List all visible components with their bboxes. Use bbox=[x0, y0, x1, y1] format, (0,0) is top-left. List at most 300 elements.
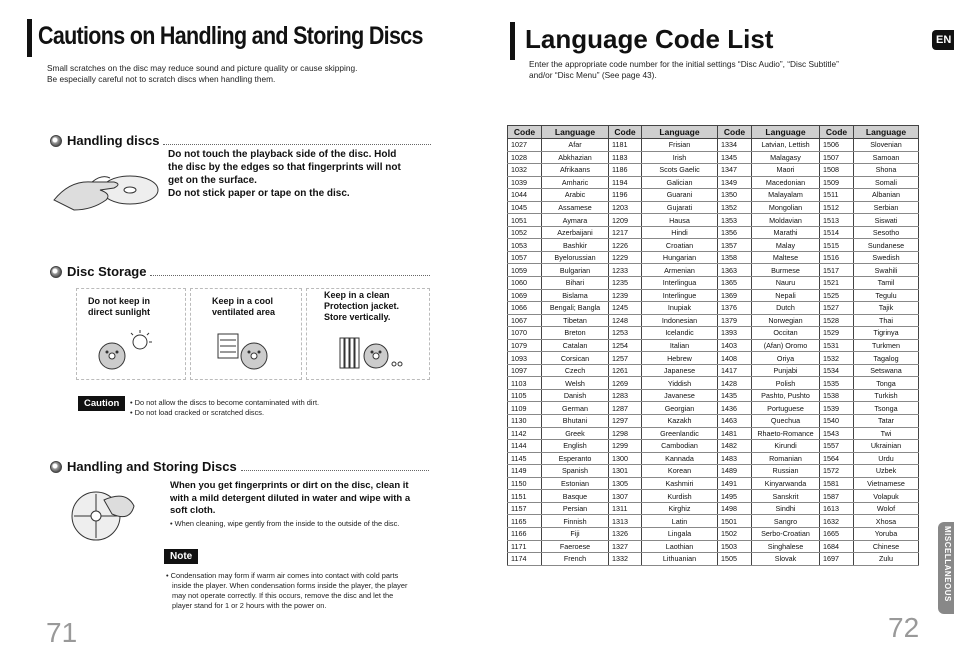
language-cell: Italian bbox=[642, 339, 718, 352]
language-cell: Amharic bbox=[542, 176, 609, 189]
code-cell: 1235 bbox=[609, 277, 642, 290]
language-cell: Quechua bbox=[752, 415, 820, 428]
table-row bbox=[508, 302, 919, 315]
code-cell: 1311 bbox=[609, 502, 642, 515]
language-cell: Tajik bbox=[854, 302, 919, 315]
language-cell: Laothian bbox=[642, 540, 718, 553]
table-row bbox=[508, 214, 919, 227]
title-bar-left bbox=[27, 19, 32, 57]
language-cell: Serbian bbox=[854, 201, 919, 214]
language-cell: Malay bbox=[752, 239, 820, 252]
language-code-table bbox=[507, 125, 919, 566]
code-cell: 1066 bbox=[508, 302, 542, 315]
language-cell: Oriya bbox=[752, 352, 820, 365]
code-cell: 1557 bbox=[820, 440, 854, 453]
code-cell: 1181 bbox=[609, 139, 642, 152]
table-row bbox=[508, 427, 919, 440]
code-cell: 1045 bbox=[508, 201, 542, 214]
language-cell: Aymara bbox=[542, 214, 609, 227]
code-cell: 1684 bbox=[820, 540, 854, 553]
header-language: Language bbox=[854, 126, 919, 139]
table-row bbox=[508, 139, 919, 152]
language-cell: Kashmiri bbox=[642, 477, 718, 490]
side-tab-label: MISCELLANEOUS bbox=[943, 526, 952, 602]
table-row bbox=[508, 289, 919, 302]
language-tab-en: EN bbox=[932, 30, 954, 50]
code-cell: 1356 bbox=[718, 226, 752, 239]
language-cell: Hungarian bbox=[642, 251, 718, 264]
intro-left bbox=[47, 63, 447, 85]
code-cell: 1079 bbox=[508, 339, 542, 352]
header-code: Code bbox=[609, 126, 642, 139]
code-cell: 1334 bbox=[718, 139, 752, 152]
language-cell: Cambodian bbox=[642, 440, 718, 453]
code-cell: 1483 bbox=[718, 452, 752, 465]
text-line: When you get fingerprints or dirt on the disc, clean it bbox=[170, 480, 409, 491]
code-cell: 1489 bbox=[718, 465, 752, 478]
language-cell: Basque bbox=[542, 490, 609, 503]
table-row bbox=[508, 490, 919, 503]
code-cell: 1239 bbox=[609, 289, 642, 302]
code-cell: 1514 bbox=[820, 226, 854, 239]
code-cell: 1254 bbox=[609, 339, 642, 352]
code-cell: 1408 bbox=[718, 352, 752, 365]
code-cell: 1507 bbox=[820, 151, 854, 164]
table-body bbox=[508, 139, 919, 566]
language-cell: Afrikaans bbox=[542, 164, 609, 177]
table-row bbox=[508, 415, 919, 428]
note-line: • Condensation may form if warm air comes into contact with cold parts bbox=[166, 571, 399, 580]
hand-holding-disc-illustration bbox=[52, 160, 162, 215]
language-cell: Byelorussian bbox=[542, 251, 609, 264]
language-cell: Tsonga bbox=[854, 402, 919, 415]
page-title-left: Cautions on Handling and Storing Discs bbox=[38, 22, 423, 50]
code-cell: 1051 bbox=[508, 214, 542, 227]
text-line: the disc by the edges so that fingerprints will not bbox=[168, 162, 401, 173]
code-cell: 1403 bbox=[718, 339, 752, 352]
code-cell: 1564 bbox=[820, 452, 854, 465]
code-cell: 1044 bbox=[508, 189, 542, 202]
code-cell: 1369 bbox=[718, 289, 752, 302]
table-row bbox=[508, 515, 919, 528]
text-line: Do not stick paper or tape on the disc. bbox=[168, 188, 350, 199]
title-bar-right bbox=[510, 22, 515, 60]
code-cell: 1376 bbox=[718, 302, 752, 315]
language-cell: Tamil bbox=[854, 277, 919, 290]
language-cell: Norwegian bbox=[752, 314, 820, 327]
storage-caption-sunlight bbox=[88, 296, 150, 318]
language-cell: Maori bbox=[752, 164, 820, 177]
language-cell: Yiddish bbox=[642, 377, 718, 390]
code-cell: 1332 bbox=[609, 553, 642, 566]
language-cell: Icelandic bbox=[642, 327, 718, 340]
code-cell: 1297 bbox=[609, 415, 642, 428]
code-cell: 1327 bbox=[609, 540, 642, 553]
language-cell: Siswati bbox=[854, 214, 919, 227]
language-cell: Tonga bbox=[854, 377, 919, 390]
code-cell: 1183 bbox=[609, 151, 642, 164]
code-cell: 1512 bbox=[820, 201, 854, 214]
code-cell: 1613 bbox=[820, 502, 854, 515]
language-cell: Punjabi bbox=[752, 364, 820, 377]
language-cell: Singhalese bbox=[752, 540, 820, 553]
language-cell: Greek bbox=[542, 427, 609, 440]
language-cell: Rhaeto-Romance bbox=[752, 427, 820, 440]
language-cell: Zulu bbox=[854, 553, 919, 566]
code-cell: 1417 bbox=[718, 364, 752, 377]
code-cell: 1511 bbox=[820, 189, 854, 202]
section-heading-handling-storing bbox=[50, 459, 429, 474]
table-row bbox=[508, 527, 919, 540]
code-cell: 1209 bbox=[609, 214, 642, 227]
disc-bullet-icon bbox=[50, 461, 62, 473]
language-cell: Bhutani bbox=[542, 415, 609, 428]
table-row bbox=[508, 251, 919, 264]
code-cell: 1245 bbox=[609, 302, 642, 315]
caution-item: • Do not allow the discs to become contaminated with dirt. bbox=[130, 398, 320, 407]
language-cell: Urdu bbox=[854, 452, 919, 465]
text-line: soft cloth. bbox=[170, 505, 216, 516]
language-cell: Vietnamese bbox=[854, 477, 919, 490]
language-cell: Occitan bbox=[752, 327, 820, 340]
note-label: Note bbox=[164, 549, 198, 564]
code-cell: 1502 bbox=[718, 527, 752, 540]
table-row bbox=[508, 164, 919, 177]
code-cell: 1165 bbox=[508, 515, 542, 528]
code-cell: 1697 bbox=[820, 553, 854, 566]
language-cell: Uzbek bbox=[854, 465, 919, 478]
code-cell: 1226 bbox=[609, 239, 642, 252]
language-cell: Turkmen bbox=[854, 339, 919, 352]
table-row bbox=[508, 352, 919, 365]
language-cell: Burmese bbox=[752, 264, 820, 277]
note-text bbox=[166, 571, 446, 611]
language-cell: Hindi bbox=[642, 226, 718, 239]
code-cell: 1151 bbox=[508, 490, 542, 503]
language-cell: Corsican bbox=[542, 352, 609, 365]
language-cell: Slovak bbox=[752, 553, 820, 566]
language-cell: Georgian bbox=[642, 402, 718, 415]
header-language: Language bbox=[642, 126, 718, 139]
language-cell: Marathi bbox=[752, 226, 820, 239]
code-cell: 1307 bbox=[609, 490, 642, 503]
cleaning-bullet: • When cleaning, wipe gently from the inside to the outside of the disc. bbox=[170, 519, 400, 528]
language-cell: Hausa bbox=[642, 214, 718, 227]
code-cell: 1248 bbox=[609, 314, 642, 327]
language-cell: Korean bbox=[642, 465, 718, 478]
code-cell: 1529 bbox=[820, 327, 854, 340]
table-row bbox=[508, 176, 919, 189]
language-cell: Albanian bbox=[854, 189, 919, 202]
storage-caption-cool bbox=[212, 296, 275, 318]
table-row bbox=[508, 502, 919, 515]
code-cell: 1352 bbox=[718, 201, 752, 214]
page-number-right: 72 bbox=[888, 612, 920, 643]
code-cell: 1357 bbox=[718, 239, 752, 252]
language-cell: Galician bbox=[642, 176, 718, 189]
disc-cleaning-illustration bbox=[60, 486, 140, 546]
language-cell: Nepali bbox=[752, 289, 820, 302]
table-row bbox=[508, 226, 919, 239]
dotted-leader bbox=[241, 470, 429, 471]
code-cell: 1097 bbox=[508, 364, 542, 377]
language-cell: Interlingue bbox=[642, 289, 718, 302]
language-cell: Gujarati bbox=[642, 201, 718, 214]
language-cell: Hebrew bbox=[642, 352, 718, 365]
code-cell: 1538 bbox=[820, 389, 854, 402]
language-cell: Armenian bbox=[642, 264, 718, 277]
caption-line: ventilated area bbox=[212, 307, 276, 317]
header-code: Code bbox=[820, 126, 854, 139]
code-cell: 1501 bbox=[718, 515, 752, 528]
language-cell: Finnish bbox=[542, 515, 609, 528]
table-row bbox=[508, 189, 919, 202]
language-cell: Pashto, Pushto bbox=[752, 389, 820, 402]
code-cell: 1527 bbox=[820, 302, 854, 315]
section-heading-storage bbox=[50, 264, 430, 279]
code-cell: 1521 bbox=[820, 277, 854, 290]
caption-line: Store vertically. bbox=[324, 312, 391, 322]
language-cell: Sangro bbox=[752, 515, 820, 528]
code-cell: 1528 bbox=[820, 314, 854, 327]
language-cell: Ukrainian bbox=[854, 440, 919, 453]
table-row bbox=[508, 440, 919, 453]
code-cell: 1495 bbox=[718, 490, 752, 503]
page-number-left: 71 bbox=[46, 617, 78, 648]
dotted-leader bbox=[163, 144, 431, 145]
code-cell: 1482 bbox=[718, 440, 752, 453]
code-cell: 1196 bbox=[609, 189, 642, 202]
code-cell: 1508 bbox=[820, 164, 854, 177]
code-cell: 1203 bbox=[609, 201, 642, 214]
code-cell: 1186 bbox=[609, 164, 642, 177]
handling-storing-text bbox=[170, 480, 440, 518]
intro-line: Be especially careful not to scratch discs when handling them. bbox=[47, 74, 276, 84]
language-cell: Kirundi bbox=[752, 440, 820, 453]
table-row bbox=[508, 389, 919, 402]
language-cell: Setswana bbox=[854, 364, 919, 377]
language-cell: Guarani bbox=[642, 189, 718, 202]
code-cell: 1039 bbox=[508, 176, 542, 189]
code-cell: 1345 bbox=[718, 151, 752, 164]
table-row bbox=[508, 277, 919, 290]
language-cell: Portuguese bbox=[752, 402, 820, 415]
language-cell: Bislama bbox=[542, 289, 609, 302]
table-row bbox=[508, 465, 919, 478]
code-cell: 1070 bbox=[508, 327, 542, 340]
code-cell: 1350 bbox=[718, 189, 752, 202]
language-cell: Somali bbox=[854, 176, 919, 189]
code-cell: 1349 bbox=[718, 176, 752, 189]
note-line: may not operate correctly. If this occurs, remove the disc and let the bbox=[172, 591, 394, 600]
code-cell: 1305 bbox=[609, 477, 642, 490]
language-cell: Afar bbox=[542, 139, 609, 152]
text-line: with a mild detergent diluted in water and wipe with a bbox=[170, 492, 411, 504]
language-cell: Swedish bbox=[854, 251, 919, 264]
language-cell: Japanese bbox=[642, 364, 718, 377]
language-cell: Assamese bbox=[542, 201, 609, 214]
code-cell: 1326 bbox=[609, 527, 642, 540]
table-row bbox=[508, 151, 919, 164]
language-cell: Twi bbox=[854, 427, 919, 440]
language-cell: Inupiak bbox=[642, 302, 718, 315]
section-title: Handling and Storing Discs bbox=[67, 459, 237, 474]
code-cell: 1498 bbox=[718, 502, 752, 515]
code-cell: 1532 bbox=[820, 352, 854, 365]
language-cell: Romanian bbox=[752, 452, 820, 465]
code-cell: 1261 bbox=[609, 364, 642, 377]
language-cell: Kannada bbox=[642, 452, 718, 465]
code-cell: 1301 bbox=[609, 465, 642, 478]
code-cell: 1436 bbox=[718, 402, 752, 415]
language-cell: Malagasy bbox=[752, 151, 820, 164]
disc-bullet-icon bbox=[50, 266, 62, 278]
code-cell: 1257 bbox=[609, 352, 642, 365]
header-language: Language bbox=[542, 126, 609, 139]
language-cell: Tigrinya bbox=[854, 327, 919, 340]
language-cell: French bbox=[542, 553, 609, 566]
code-cell: 1463 bbox=[718, 415, 752, 428]
code-cell: 1052 bbox=[508, 226, 542, 239]
code-cell: 1534 bbox=[820, 364, 854, 377]
code-cell: 1513 bbox=[820, 214, 854, 227]
code-cell: 1506 bbox=[820, 139, 854, 152]
code-cell: 1194 bbox=[609, 176, 642, 189]
language-cell: Moldavian bbox=[752, 214, 820, 227]
code-cell: 1298 bbox=[609, 427, 642, 440]
code-cell: 1543 bbox=[820, 427, 854, 440]
section-title: Handling discs bbox=[67, 133, 160, 148]
code-cell: 1491 bbox=[718, 477, 752, 490]
language-cell: Latvian, Lettish bbox=[752, 139, 820, 152]
intro-line: Enter the appropriate code number for the initial settings “Disc Audio”, “Disc Subtitle” bbox=[529, 59, 839, 69]
language-cell: Slovenian bbox=[854, 139, 919, 152]
table-row bbox=[508, 477, 919, 490]
language-cell: Serbo-Croatian bbox=[752, 527, 820, 540]
header-language: Language bbox=[752, 126, 820, 139]
code-cell: 1587 bbox=[820, 490, 854, 503]
intro-line: and/or “Disc Menu” (See page 43). bbox=[529, 70, 657, 80]
language-cell: Czech bbox=[542, 364, 609, 377]
language-cell: Kirghiz bbox=[642, 502, 718, 515]
table-row bbox=[508, 339, 919, 352]
code-cell: 1531 bbox=[820, 339, 854, 352]
code-cell: 1435 bbox=[718, 389, 752, 402]
code-cell: 1032 bbox=[508, 164, 542, 177]
code-cell: 1109 bbox=[508, 402, 542, 415]
language-cell: Arabic bbox=[542, 189, 609, 202]
language-cell: Interlingua bbox=[642, 277, 718, 290]
code-cell: 1067 bbox=[508, 314, 542, 327]
language-cell: Faeroese bbox=[542, 540, 609, 553]
page-title-right: Language Code List bbox=[525, 24, 774, 54]
sun-disc-illustration bbox=[92, 330, 162, 372]
table-row bbox=[508, 452, 919, 465]
language-cell: Polish bbox=[752, 377, 820, 390]
code-cell: 1665 bbox=[820, 527, 854, 540]
table-row bbox=[508, 540, 919, 553]
code-cell: 1313 bbox=[609, 515, 642, 528]
language-cell: Lithuanian bbox=[642, 553, 718, 566]
language-cell: German bbox=[542, 402, 609, 415]
caption-line: Do not keep in bbox=[88, 296, 151, 306]
language-cell: Russian bbox=[752, 465, 820, 478]
code-cell: 1145 bbox=[508, 452, 542, 465]
code-cell: 1144 bbox=[508, 440, 542, 453]
language-cell: Shona bbox=[854, 164, 919, 177]
caution-list bbox=[130, 398, 430, 418]
language-cell: Tatar bbox=[854, 415, 919, 428]
dotted-leader bbox=[150, 275, 430, 276]
table-row bbox=[508, 377, 919, 390]
code-cell: 1103 bbox=[508, 377, 542, 390]
table-row bbox=[508, 314, 919, 327]
language-cell: Welsh bbox=[542, 377, 609, 390]
language-cell: Samoan bbox=[854, 151, 919, 164]
code-cell: 1287 bbox=[609, 402, 642, 415]
code-cell: 1069 bbox=[508, 289, 542, 302]
code-cell: 1540 bbox=[820, 415, 854, 428]
language-cell: Azerbaijani bbox=[542, 226, 609, 239]
caution-item: • Do not load cracked or scratched discs. bbox=[130, 408, 265, 417]
language-cell: Irish bbox=[642, 151, 718, 164]
code-cell: 1428 bbox=[718, 377, 752, 390]
caption-line: direct sunlight bbox=[88, 307, 151, 317]
language-cell: English bbox=[542, 440, 609, 453]
code-cell: 1053 bbox=[508, 239, 542, 252]
language-cell: Greenlandic bbox=[642, 427, 718, 440]
code-cell: 1379 bbox=[718, 314, 752, 327]
code-cell: 1150 bbox=[508, 477, 542, 490]
code-cell: 1539 bbox=[820, 402, 854, 415]
language-cell: Dutch bbox=[752, 302, 820, 315]
header-code: Code bbox=[508, 126, 542, 139]
language-cell: Scots Gaelic bbox=[642, 164, 718, 177]
language-cell: Swahili bbox=[854, 264, 919, 277]
code-cell: 1253 bbox=[609, 327, 642, 340]
table-header-row bbox=[508, 126, 919, 139]
code-cell: 1515 bbox=[820, 239, 854, 252]
code-cell: 1233 bbox=[609, 264, 642, 277]
table-row bbox=[508, 327, 919, 340]
code-cell: 1105 bbox=[508, 389, 542, 402]
language-cell: Chinese bbox=[854, 540, 919, 553]
intro-right bbox=[529, 59, 929, 81]
note-line: player stand for 1 or 2 hours with the power on. bbox=[172, 601, 327, 610]
language-cell: Lingala bbox=[642, 527, 718, 540]
table-row bbox=[508, 402, 919, 415]
code-cell: 1503 bbox=[718, 540, 752, 553]
code-cell: 1353 bbox=[718, 214, 752, 227]
disc-bullet-icon bbox=[50, 135, 62, 147]
cool-disc-illustration bbox=[212, 330, 282, 372]
language-cell: Turkish bbox=[854, 389, 919, 402]
code-cell: 1517 bbox=[820, 264, 854, 277]
code-cell: 1358 bbox=[718, 251, 752, 264]
language-cell: Tibetan bbox=[542, 314, 609, 327]
section-heading-handling bbox=[50, 133, 431, 148]
caption-line: Keep in a clean bbox=[324, 290, 390, 300]
table-row bbox=[508, 264, 919, 277]
caption-line: Protection jacket. bbox=[324, 301, 400, 311]
code-cell: 1283 bbox=[609, 389, 642, 402]
language-cell: Breton bbox=[542, 327, 609, 340]
language-cell: Maltese bbox=[752, 251, 820, 264]
language-cell: Kazakh bbox=[642, 415, 718, 428]
language-cell: Macedonian bbox=[752, 176, 820, 189]
language-cell: Abkhazian bbox=[542, 151, 609, 164]
intro-line: Small scratches on the disc may reduce sound and picture quality or cause skipping. bbox=[47, 63, 358, 73]
